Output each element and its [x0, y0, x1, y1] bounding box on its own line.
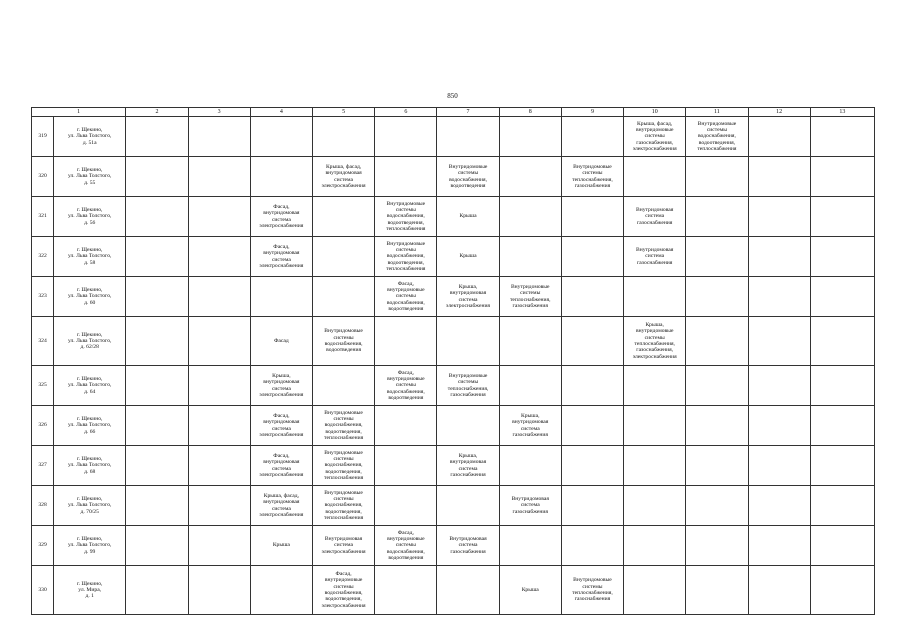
work-cell [126, 366, 188, 406]
work-cell [188, 237, 250, 277]
work-cell: Внутридомовая система газоснабжения [437, 526, 499, 566]
work-cell: Крыша, внутридомовая система электроснабжения [250, 366, 312, 406]
work-cell: Крыша [437, 237, 499, 277]
work-cell: Внутридомовые системы водоснабжения, водоотведения, теплоснабжения [312, 446, 374, 486]
work-cell [624, 157, 686, 197]
table-row [32, 277, 875, 317]
address-cell: г. Щекино, ул. Льва Толстого, д. 66 [54, 406, 126, 446]
work-cell [748, 117, 810, 157]
work-cell [686, 486, 748, 526]
work-cell: Внутридомовые системы теплоснабжения, газоснабжения [561, 566, 623, 615]
work-cell [561, 486, 623, 526]
table-row [32, 406, 875, 446]
work-cell: Фасад, внутридомовые системы водоснабжения, водоотведения [375, 277, 437, 317]
table-row [32, 317, 875, 366]
work-cell [499, 197, 561, 237]
work-cell [624, 526, 686, 566]
work-cell [499, 366, 561, 406]
work-cell [188, 317, 250, 366]
work-cell [188, 486, 250, 526]
address-cell: г. Щекино, ул. Льва Толстого, д. 62/28 [54, 317, 126, 366]
table-row [32, 486, 875, 526]
work-cell [810, 197, 874, 237]
column-header: 11 [686, 108, 748, 117]
work-cell [312, 277, 374, 317]
work-cell [810, 157, 874, 197]
work-cell [748, 446, 810, 486]
address-cell: г. Щекино, ул. Льва Толстого, д. 60 [54, 277, 126, 317]
address-cell: г. Щекино, ул. Льва Толстого, д. 68 [54, 446, 126, 486]
work-cell [810, 566, 874, 615]
work-cell: Крыша, внутридомовая система газоснабжения [499, 406, 561, 446]
work-cell [437, 317, 499, 366]
work-cell [375, 317, 437, 366]
work-cell [499, 157, 561, 197]
work-cell [686, 406, 748, 446]
work-cell [126, 566, 188, 615]
work-cell: Внутридомовые системы водоснабжения, водоотведения, теплоснабжения [375, 237, 437, 277]
address-cell: г. Щекино, ул. Льва Толстого, д. 56 [54, 197, 126, 237]
column-header: 10 [624, 108, 686, 117]
work-cell [126, 157, 188, 197]
work-cell [499, 237, 561, 277]
work-cell [810, 446, 874, 486]
work-cell: Внутридомовая система газоснабжения [624, 197, 686, 237]
table-row [32, 237, 875, 277]
work-cell [126, 197, 188, 237]
work-cell [748, 237, 810, 277]
work-cell [126, 526, 188, 566]
work-cell: Фасад, внутридомовые системы водоснабжения, водоотведения [375, 526, 437, 566]
work-cell [375, 117, 437, 157]
work-cell: Внутридомовые системы водоснабжения, водоотведения, теплоснабжения [686, 117, 748, 157]
work-cell [312, 237, 374, 277]
work-cell [437, 117, 499, 157]
work-cell: Внутридомовые системы водоснабжения, водоотведения, теплоснабжения [375, 197, 437, 237]
work-cell: Крыша, внутридомовая система газоснабжения [437, 446, 499, 486]
work-cell [188, 197, 250, 237]
work-cell [748, 566, 810, 615]
work-cell [375, 566, 437, 615]
row-number: 328 [32, 486, 54, 526]
work-cell: Внутридомовые системы водоснабжения, водоотведения [437, 157, 499, 197]
row-number: 324 [32, 317, 54, 366]
row-number: 330 [32, 566, 54, 615]
work-cell [375, 446, 437, 486]
row-number: 320 [32, 157, 54, 197]
work-cell [624, 277, 686, 317]
work-cell [375, 486, 437, 526]
work-cell [561, 446, 623, 486]
work-cell [810, 526, 874, 566]
work-cell: Внутридомовые системы теплоснабжения, газоснабжения [499, 277, 561, 317]
column-header: 3 [188, 108, 250, 117]
work-cell [437, 566, 499, 615]
work-cell [250, 566, 312, 615]
work-cell [624, 446, 686, 486]
work-cell [561, 197, 623, 237]
work-cell [126, 446, 188, 486]
work-cell [748, 317, 810, 366]
work-cell [188, 117, 250, 157]
work-cell: Внутридомовые системы водоснабжения, водоотведения [312, 317, 374, 366]
work-cell [686, 366, 748, 406]
work-cell [437, 486, 499, 526]
work-cell [499, 526, 561, 566]
work-cell [748, 197, 810, 237]
table-row [32, 197, 875, 237]
work-cell [499, 446, 561, 486]
work-cell [748, 277, 810, 317]
address-cell: г. Щекино, ул. Льва Толстого, д. 55 [54, 157, 126, 197]
row-number: 321 [32, 197, 54, 237]
work-cell: Внутридомовые системы теплоснабжения, газоснабжения [437, 366, 499, 406]
work-cell: Внутридомовая система электроснабжения [312, 526, 374, 566]
work-cell: Крыша, фасад, внутридомовая система электроснабжения [250, 486, 312, 526]
column-header: 1 [32, 108, 126, 117]
work-cell [810, 406, 874, 446]
work-cell [312, 197, 374, 237]
work-cell [312, 117, 374, 157]
work-cell: Фасад, внутридомовая система электроснабжения [250, 446, 312, 486]
table-row [32, 566, 875, 615]
work-cell [499, 317, 561, 366]
column-header: 6 [375, 108, 437, 117]
work-cell [188, 366, 250, 406]
work-cell: Крыша, внутридомовая система электроснабжения [437, 277, 499, 317]
work-cell [624, 566, 686, 615]
work-cell: Крыша, фасад, внутридомовая система электроснабжения [312, 157, 374, 197]
work-cell [810, 317, 874, 366]
row-number: 323 [32, 277, 54, 317]
work-cell [126, 117, 188, 157]
table-row [32, 446, 875, 486]
work-cell: Фасад, внутридомовые системы водоснабжения, водоотведения, электроснабжения [312, 566, 374, 615]
column-header: 12 [748, 108, 810, 117]
work-cell [748, 526, 810, 566]
work-cell [624, 486, 686, 526]
work-cell [624, 406, 686, 446]
table-row [32, 117, 875, 157]
work-cell: Фасад, внутридомовые системы водоснабжения, водоотведения [375, 366, 437, 406]
work-cell [375, 157, 437, 197]
work-cell [561, 277, 623, 317]
work-cell: Крыша [499, 566, 561, 615]
work-cell [748, 406, 810, 446]
column-header: 5 [312, 108, 374, 117]
column-header: 8 [499, 108, 561, 117]
work-cell [188, 566, 250, 615]
row-number: 325 [32, 366, 54, 406]
work-cell [499, 117, 561, 157]
address-cell: г. Щекино, ул. Льва Толстого, д. 64 [54, 366, 126, 406]
row-number: 326 [32, 406, 54, 446]
work-cell [126, 317, 188, 366]
repair-schedule-table [31, 107, 875, 615]
work-cell [561, 117, 623, 157]
work-cell [250, 117, 312, 157]
work-cell: Внутридомовые системы теплоснабжения, газоснабжения [561, 157, 623, 197]
work-cell [748, 157, 810, 197]
column-header: 9 [561, 108, 623, 117]
work-cell [686, 317, 748, 366]
work-cell: Крыша, фасад, внутридомовые системы газоснабжения, электроснабжения [624, 117, 686, 157]
column-header: 4 [250, 108, 312, 117]
work-cell [686, 197, 748, 237]
work-cell: Внутридомовые системы водоснабжения, водоотведения, теплоснабжения [312, 406, 374, 446]
work-cell [126, 406, 188, 446]
work-cell [686, 526, 748, 566]
work-cell [561, 526, 623, 566]
table-row [32, 157, 875, 197]
header-row [32, 108, 875, 117]
work-cell [686, 157, 748, 197]
work-cell [810, 277, 874, 317]
work-cell: Крыша, внутридомовые системы теплоснабжения, газоснабжения, электроснабжения [624, 317, 686, 366]
work-cell [748, 486, 810, 526]
work-cell [250, 277, 312, 317]
work-cell: Внутридомовая система газоснабжения [624, 237, 686, 277]
work-cell: Внутридомовая система газоснабжения [499, 486, 561, 526]
work-cell [686, 446, 748, 486]
work-cell [810, 486, 874, 526]
address-cell: г. Щекино, ул. Льва Толстого, д. 58 [54, 237, 126, 277]
page-number: 850 [447, 92, 458, 100]
work-cell [188, 526, 250, 566]
work-cell: Фасад, внутридомовая система электроснабжения [250, 197, 312, 237]
work-cell [561, 237, 623, 277]
work-cell [188, 277, 250, 317]
work-cell [686, 277, 748, 317]
work-cell [437, 406, 499, 446]
address-cell: г. Щекино, ул. Льва Толстого, д. 99 [54, 526, 126, 566]
table-row [32, 366, 875, 406]
work-cell: Крыша [250, 526, 312, 566]
work-cell [810, 366, 874, 406]
work-cell [624, 366, 686, 406]
work-cell [810, 117, 874, 157]
work-cell [126, 277, 188, 317]
address-cell: г. Щекино, ул. Льва Толстого, д. 51а [54, 117, 126, 157]
work-cell [188, 157, 250, 197]
work-cell [748, 366, 810, 406]
work-cell: Внутридомовые системы водоснабжения, водоотведения, теплоснабжения [312, 486, 374, 526]
work-cell [561, 406, 623, 446]
row-number: 322 [32, 237, 54, 277]
work-cell [810, 237, 874, 277]
address-cell: г. Щекино, ул. Мира, д. 1 [54, 566, 126, 615]
work-cell [686, 566, 748, 615]
work-cell [188, 406, 250, 446]
work-cell: Крыша [437, 197, 499, 237]
row-number: 327 [32, 446, 54, 486]
row-number: 319 [32, 117, 54, 157]
work-cell: Фасад, внутридомовая система электроснабжения [250, 406, 312, 446]
work-cell [312, 366, 374, 406]
column-header: 2 [126, 108, 188, 117]
address-cell: г. Щекино, ул. Льва Толстого, д. 70/25 [54, 486, 126, 526]
row-number: 329 [32, 526, 54, 566]
work-cell: Фасад [250, 317, 312, 366]
work-cell [561, 366, 623, 406]
table-row [32, 526, 875, 566]
work-cell [126, 237, 188, 277]
work-cell [686, 237, 748, 277]
work-cell [375, 406, 437, 446]
work-cell [188, 446, 250, 486]
column-header: 13 [810, 108, 874, 117]
work-cell [126, 486, 188, 526]
column-header: 7 [437, 108, 499, 117]
work-cell [250, 157, 312, 197]
work-cell [561, 317, 623, 366]
work-cell: Фасад, внутридомовая система электроснабжения [250, 237, 312, 277]
